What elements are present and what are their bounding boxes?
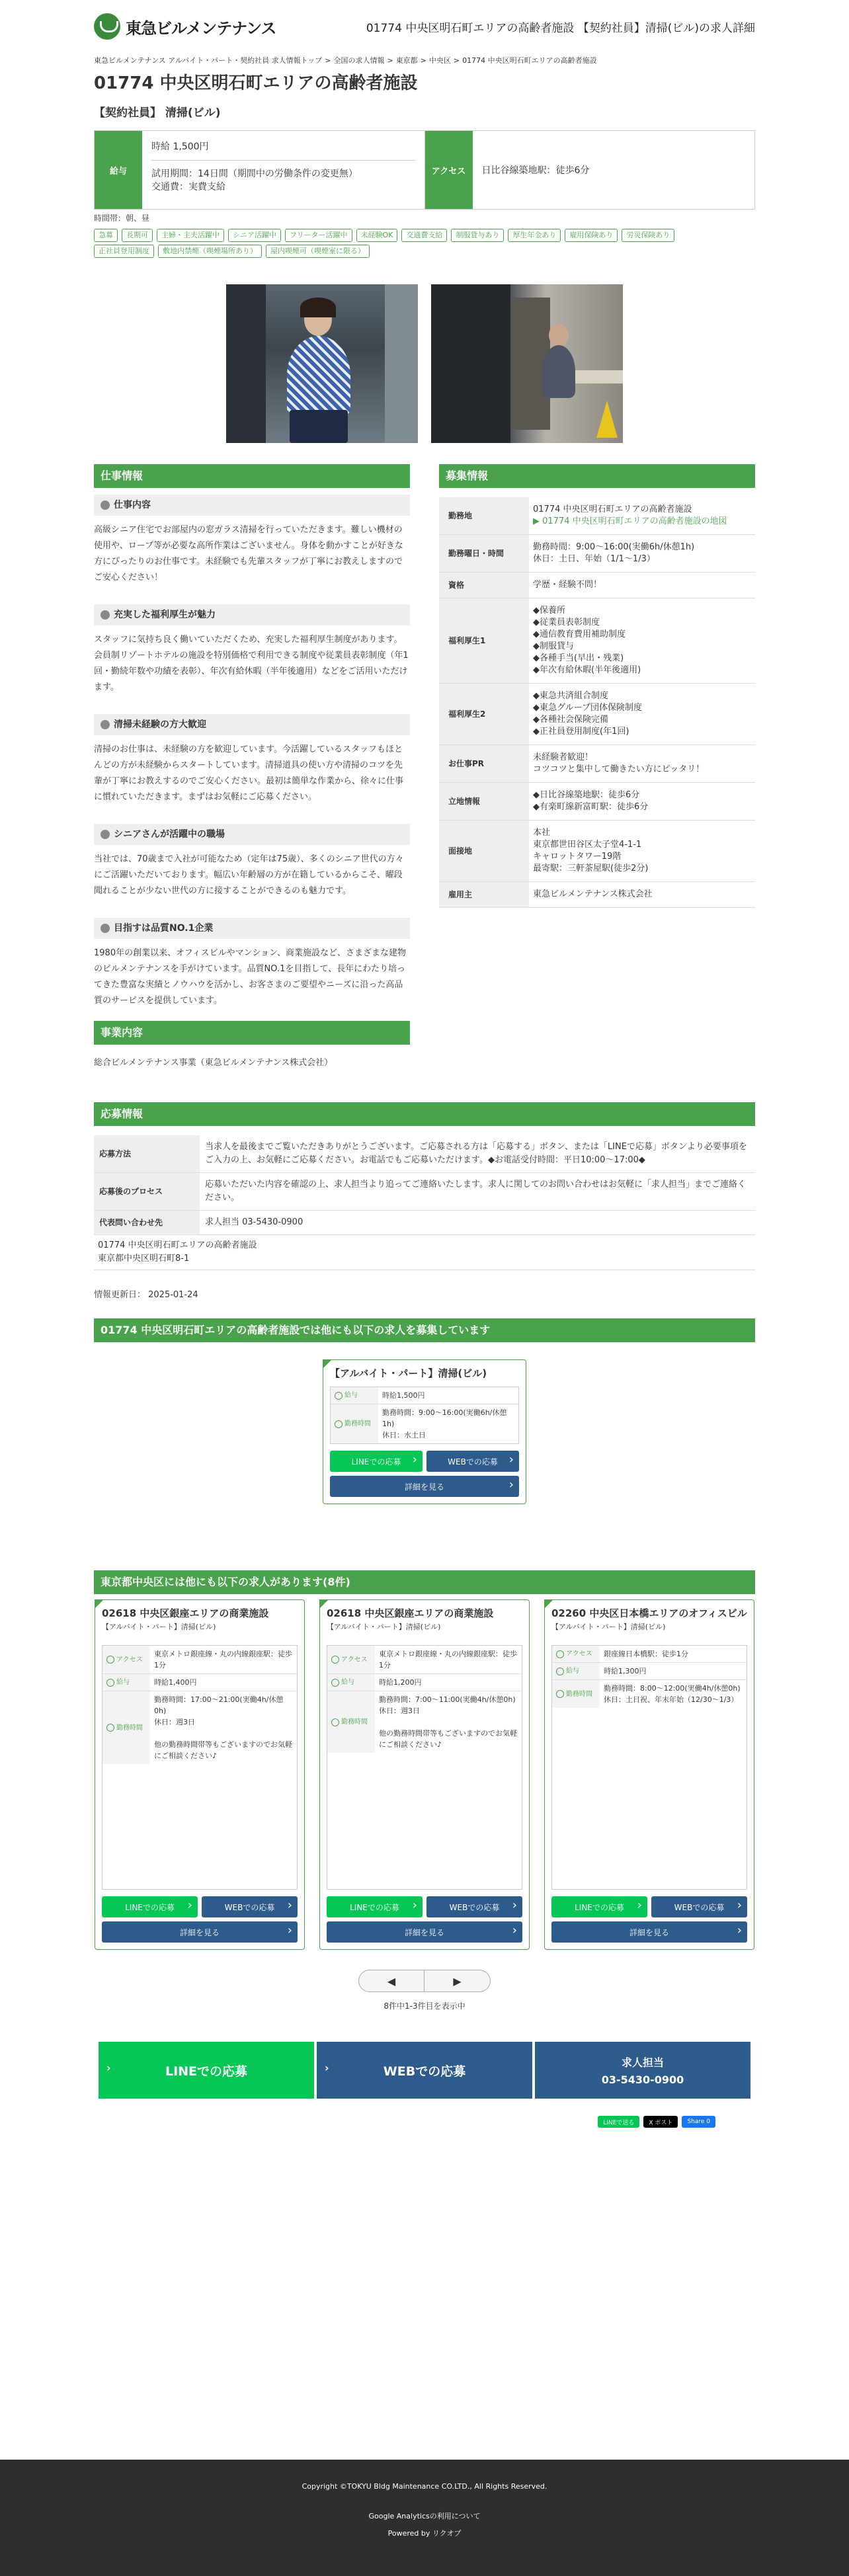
recruit-value: 東急ビルメンテナンス株式会社: [533, 889, 653, 899]
breadcrumb-current: 01774 中央区明石町エリアの高齢者施設: [462, 56, 597, 65]
beginners-text: 清掃のお仕事は、未経験の方を歓迎しています。今活躍しているスタッフもほとんどの方が未経験からスタートしています。清掃道具の使い方や清掃のコツを先輩が丁寧にお教えするのでご安心ください。最初は簡単な作業から、徐々に仕事に慣れていただきます。まずはお気軽にご応募ください。: [94, 745, 404, 802]
apply-heading: 応募情報: [94, 1102, 755, 1126]
area-job-card[interactable]: [95, 1599, 305, 1950]
pager: [94, 1970, 755, 1992]
apply-table: [94, 1135, 755, 1235]
powered-by: Powered by リクオプ: [387, 2529, 462, 2538]
recruit-value: 学歴・経験不問！: [533, 580, 602, 590]
recruit-value: ◆日比谷線築地駅：徒歩6分 ◆有楽町線新富町駅：徒歩6分: [533, 790, 649, 812]
detail-button[interactable]: 詳細を見る ›: [102, 1921, 298, 1943]
breadcrumb-chuo[interactable]: 中央区: [428, 56, 451, 65]
photo-staff-1: [226, 284, 418, 443]
page: [94, 0, 755, 2128]
area-card-title: 02260 中央区日本橋エリアのオフィスビル: [551, 1607, 747, 1619]
recruit-key: 勤務曜日・時間: [439, 535, 529, 573]
tag: 長期可: [122, 229, 153, 242]
seniors-heading: シニアさんが活躍中の職場: [94, 824, 410, 845]
breadcrumb-national[interactable]: 全国の求人情報: [333, 56, 385, 65]
train-icon: [556, 1650, 564, 1658]
job-card-pay: 時給1,500円: [382, 1391, 425, 1400]
detail-button[interactable]: 詳細を見る ›: [551, 1921, 747, 1943]
recruit-key: お仕事PR: [439, 745, 529, 783]
time-zone: 時間帯：朝、昼: [94, 214, 150, 223]
recruit-row: [439, 598, 755, 684]
recruit-value: 本社 東京都世田谷区太子堂4-1-1 キャロットタワー19階 最寄駅：三軒茶屋駅(徒歩2分): [533, 828, 649, 873]
tag: 交通費支給: [401, 229, 447, 242]
bullet-icon: [101, 610, 110, 620]
bullet-icon: [101, 830, 110, 839]
web-apply-button[interactable]: WEBでの応募 ›: [426, 1896, 522, 1917]
area-jobs-heading: 東京都中央区には他にも以下の求人があります(8件): [94, 1570, 755, 1594]
web-apply-button[interactable]: WEBでの応募 ›: [651, 1896, 747, 1917]
bullet-icon: [101, 501, 110, 510]
yen-icon: [335, 1392, 343, 1400]
seniors-text: 当社では、70歳まで入社が可能なため（定年は75歳）、多くのシニア世代の方々にご活躍いただいております。幅広い年齢層の方が在籍しているからこそ、曜段聞れることが少ない世代の方に接することができるのも魅力です。: [94, 854, 404, 896]
recruit-row: [439, 821, 755, 882]
area-card-pay: 時給1,300円: [604, 1667, 647, 1675]
line-apply-button[interactable]: LINEでの応募 ›: [551, 1896, 647, 1917]
quality-text: 1980年の創業以来、オフィスビルやマンション、商業施設など、さまざまな建物のビルメンテナンスを手がけています。品質NO.1を目指して、長年にわたり培ってきた豊富な実績とノウハウを活かし、お客さまのご要望やニーズに沿った高品質のサービスを提供しています。: [94, 948, 407, 1006]
recruit-row: [439, 745, 755, 783]
detail-button[interactable]: 詳細を見る ›: [327, 1921, 522, 1943]
recruit-value: 01774 中央区明石町エリアの高齢者施設: [533, 504, 692, 514]
tag: 主婦・主夫活躍中: [157, 229, 224, 242]
access-label: アクセス: [425, 131, 473, 209]
line-share-button[interactable]: LINEで送る: [598, 2116, 639, 2128]
apply-key: 代表問い合わせ先: [94, 1211, 200, 1235]
line-apply-button[interactable]: LINEでの応募 ›: [330, 1451, 423, 1472]
facebook-share-button[interactable]: Share 0: [682, 2116, 715, 2128]
recruit-key: 勤務地: [439, 497, 529, 535]
area-card-type: 【アルバイト・パート】清掃(ビル): [551, 1623, 666, 1631]
recruit-value: ◆東急共済組合制度 ◆東急グループ団体保険制度 ◆各種社会保険完備 ◆正社員登用制度(年1回): [533, 691, 642, 737]
area-job-card[interactable]: [544, 1599, 754, 1950]
pay-label: 給与: [95, 131, 142, 209]
train-icon: [106, 1656, 114, 1664]
area-card-title: 02618 中央区銀座エリアの商業施設: [102, 1607, 269, 1619]
apply-row: [94, 1135, 755, 1173]
area-card-access: 銀座線日本橋駅：徒歩1分: [604, 1650, 688, 1658]
area-card-time: 勤務時間：17:00〜21:00(実働4h/休憩0h) 休日：週3日 他の勤務時間帯等もございますのでお気軽にご相談ください♪: [154, 1695, 292, 1760]
tag: シニア活躍中: [228, 229, 281, 242]
tag: 制服貸与あり: [451, 229, 504, 242]
apply-row: [94, 1173, 755, 1211]
detail-button[interactable]: 詳細を見る ›: [330, 1476, 519, 1497]
recruit-table: [439, 497, 755, 908]
summary-table: [94, 130, 755, 210]
job-card-info: 給与 時給1,500円 勤務時間 勤務時間：9:00〜16:00(実働6h/休憩1h) 休日：水土日: [330, 1387, 519, 1444]
bullet-icon: [101, 924, 110, 933]
pager-count: 8件中1-3件目を表示中: [384, 2001, 465, 2011]
recruit-info-column: [439, 464, 755, 1068]
recruit-value: 未経験者歓迎！ コツコツと集中して働きたい方にピッタリ！: [533, 752, 705, 774]
web-apply-button[interactable]: WEBでの応募 ›: [426, 1451, 519, 1472]
pager-prev-button[interactable]: ◀: [358, 1970, 425, 1992]
yen-icon: [331, 1679, 339, 1687]
recruit-row: [439, 684, 755, 745]
tag: 屋内喫煙可（喫煙室に限る）: [266, 245, 370, 258]
recruit-key: 福利厚生1: [439, 598, 529, 684]
job-card[interactable]: [323, 1359, 526, 1504]
line-apply-button[interactable]: LINEでの応募 ›: [102, 1896, 198, 1917]
other-jobs-heading: 01774 中央区明石町エリアの高齢者施設では他にも以下の求人を募集しています: [94, 1318, 755, 1342]
clock-icon: [106, 1724, 114, 1732]
business-heading: 事業内容: [94, 1021, 410, 1045]
apply-address: [94, 1235, 755, 1270]
area-card-type: 【アルバイト・パート】清掃(ビル): [102, 1623, 216, 1631]
area-card-time: 勤務時間：7:00〜11:00(実働4h/休憩0h) 休日：週3日 他の勤務時間帯等もございますのでお気軽にご相談ください♪: [379, 1695, 517, 1749]
apply-row: [94, 1211, 755, 1235]
yen-icon: [106, 1679, 114, 1687]
business-text: 総合ビルメンテナンス事業（東急ビルメンテナンス株式会社）: [94, 1058, 333, 1068]
job-info-column: [94, 464, 410, 1068]
apply-value: 求人担当 03-5430-0900: [200, 1211, 755, 1235]
site-header: [94, 0, 755, 53]
site-footer: [0, 2460, 849, 2576]
tag: 正社員登用制度: [94, 245, 154, 258]
photo-staff-2: [431, 284, 623, 443]
recruit-row: [439, 535, 755, 573]
yen-icon: [556, 1668, 564, 1675]
recruit-row: [439, 783, 755, 821]
updated-date: 情報更新日： 2025-01-24: [94, 1290, 198, 1300]
address-name: 01774 中央区明石町エリアの高齢者施設: [98, 1240, 257, 1250]
apply-key: 応募後のプロセス: [94, 1173, 200, 1211]
recruit-info-heading: 募集情報: [439, 464, 755, 488]
bottom-tel-button[interactable]: 求人担当 03-5430-0900: [535, 2042, 750, 2099]
analytics-link[interactable]: Google Analyticsの利用について: [368, 2512, 481, 2520]
tag: 未経験OK: [356, 229, 398, 242]
bullet-icon: [101, 720, 110, 729]
web-apply-button[interactable]: WEBでの応募 ›: [202, 1896, 298, 1917]
area-card-info: アクセス 東京メトロ銀座線・丸の内線銀座駅：徒歩1分 給与 時給1,400円 勤務時間 勤務時間：17:00〜21:00(実働4h/休憩0h) 休日：週3日 他の勤務時間帯等もございますのでお気軽にご相談ください♪: [102, 1645, 298, 1890]
logo[interactable]: [94, 13, 276, 40]
copyright: Copyright ©TOKYU Bldg Maintenance CO.LTD., All Rights Reserved.: [302, 2482, 547, 2491]
apply-key: 応募方法: [94, 1135, 200, 1173]
recruit-key: 福利厚生2: [439, 684, 529, 745]
tag: 急募: [94, 229, 118, 242]
recruit-value: 勤務時間：9:00〜16:00(実働6h/休憩1h) 休日：土日、年始（1/1〜1/3）: [533, 542, 695, 564]
tag: 雇用保険あり: [565, 229, 618, 242]
page-title: 01774 中央区明石町エリアの高齢者施設: [94, 73, 418, 93]
breadcrumb: 東急ビルメンテナンス アルバイト・パート・契約社員 求人情報トップ > 全国の求人情報 > 東京都 > 中央区 > 01774 中央区明石町エリアの高齢者施設: [94, 56, 597, 65]
beginners-heading: 清掃未経験の方大歓迎: [94, 714, 410, 735]
benefits-heading: 充実した福利厚生が魅力: [94, 604, 410, 625]
line-apply-button[interactable]: LINEでの応募 ›: [327, 1896, 423, 1917]
bottom-apply-buttons: [94, 2042, 755, 2099]
bottom-web-apply-button[interactable]: › WEBでの応募: [317, 2042, 532, 2099]
recruit-key: 資格: [439, 573, 529, 598]
area-card-info: アクセス 銀座線日本橋駅：徒歩1分 給与 時給1,300円 勤務時間 勤務時間：8:00〜12:00(実働4h/休憩0h) 休日：土日祝、年末年始（12/30〜1/3）: [551, 1645, 747, 1890]
header-title: 01774 中央区明石町エリアの高齢者施設 【契約社員】清掃(ビル)の求人詳細: [366, 21, 755, 35]
photo-gallery: [94, 284, 755, 443]
recruit-row: [439, 573, 755, 598]
map-link[interactable]: ▶ 01774 中央区明石町エリアの高齢者施設の地図: [533, 516, 727, 526]
trial-period: 試用期間：14日間（期間中の労働条件の変更無）: [151, 169, 358, 179]
area-job-cards: [94, 1599, 755, 1950]
tag-list: [94, 229, 729, 258]
job-card-title: 【アルバイト・パート】清掃(ビル): [330, 1367, 487, 1379]
pay-cell: [142, 131, 425, 209]
area-card-title: 02618 中央区銀座エリアの商業施設: [327, 1607, 494, 1619]
recruit-row: [439, 497, 755, 535]
job-subtitle: 【契約社員】 清掃(ビル): [94, 106, 221, 120]
area-card-access: 東京メトロ銀座線・丸の内線銀座駅：徒歩1分: [154, 1650, 292, 1670]
detail-columns: [94, 464, 755, 1068]
recruit-key: 面接地: [439, 821, 529, 882]
area-card-type: 【アルバイト・パート】清掃(ビル): [327, 1623, 441, 1631]
pager-next-button[interactable]: ▶: [425, 1970, 491, 1992]
apply-value: 当求人を最後までご覧いただきありがとうございます。ご応募される方は「応募する」ボタン、または「LINEで応募」ボタンより必要事項をご入力の上、お気軽にご応募ください。お電話でもご応募いただけます。◆お電話受付時間：平日10:00〜17:00◆: [200, 1135, 755, 1173]
area-card-info: アクセス 東京メトロ銀座線・丸の内線銀座駅：徒歩1分 給与 時給1,200円 勤務時間 勤務時間：7:00〜11:00(実働4h/休憩0h) 休日：週3日 他の勤務時間帯等もございますのでお気軽にご相談ください♪: [327, 1645, 522, 1890]
tag: 敷地内禁煙（喫煙場所あり）: [158, 245, 262, 258]
area-card-time: 勤務時間：8:00〜12:00(実働4h/休憩0h) 休日：土日祝、年末年始（12/30〜1/3）: [604, 1684, 741, 1704]
clock-icon: [331, 1718, 339, 1726]
access-value: 日比谷線築地駅：徒歩6分: [481, 165, 590, 176]
logo-mark-icon: [94, 13, 120, 40]
tag: 労災保険あり: [622, 229, 674, 242]
area-job-card[interactable]: [319, 1599, 530, 1950]
clock-icon: [556, 1690, 564, 1698]
area-card-access: 東京メトロ銀座線・丸の内線銀座駅：徒歩1分: [379, 1650, 517, 1670]
pay-value: 時給 1,500円: [151, 141, 209, 152]
transport: 交通費：実費支給: [151, 182, 225, 192]
recruit-key: 雇用主: [439, 882, 529, 908]
quality-heading: 目指すは品質NO.1企業: [94, 918, 410, 939]
job-info-heading: 仕事情報: [94, 464, 410, 488]
job-card-time: 勤務時間：9:00〜16:00(実働6h/休憩1h) 休日：水土日: [382, 1408, 507, 1439]
recruit-value: ◆保養所 ◆従業員表彰制度 ◆通信教育費用補助制度 ◆制服貸与 ◆各種手当(早出・残業) ◆年次有給休暇(半年後適用): [533, 606, 641, 675]
recruit-row: [439, 882, 755, 908]
breadcrumb-top[interactable]: 東急ビルメンテナンス アルバイト・パート・契約社員 求人情報トップ: [94, 56, 323, 65]
clock-icon: [335, 1420, 343, 1428]
tag: 厚生年金あり: [508, 229, 561, 242]
area-card-pay: 時給1,200円: [379, 1678, 422, 1687]
job-content-heading: 仕事内容: [94, 495, 410, 516]
apply-value: 応募いただいた内容を確認の上、求人担当より追ってご連絡いたします。求人に関してのお問い合わせはお気軽に「求人担当」までご連絡ください。: [200, 1173, 755, 1211]
tag: フリーター活躍中: [285, 229, 352, 242]
benefits-text: スタッフに気持ち良く働いていただくため、充実した福利厚生制度があります。会員制リゾートホテルの施設を特別価格で利用できる制度や従業員表彰制度（年1回・勤続年数や功績を表彰）、年次有給休暇（半年後適用）などをご活用いただけます。: [94, 635, 409, 692]
train-icon: [331, 1656, 339, 1664]
job-content-text: 高級シニア住宅でお部屋内の窓ガラス清掃を行っていただきます。難しい機材の使用や、ロープ等が必要な高所作業はございません。身体を動かすことが好きな方にぴったりのお仕事です。未経験でも先輩スタッフが丁寧にお教えしますのでご安心ください！: [94, 525, 403, 583]
share-buttons: [94, 2116, 755, 2128]
x-post-button[interactable]: X ポスト: [643, 2116, 678, 2128]
breadcrumb-tokyo[interactable]: 東京都: [395, 56, 418, 65]
area-card-pay: 時給1,400円: [154, 1678, 197, 1687]
logo-text: 東急ビルメンテナンス: [126, 18, 276, 38]
bottom-line-apply-button[interactable]: › LINEでの応募: [99, 2042, 314, 2099]
recruit-key: 立地情報: [439, 783, 529, 821]
address-street: 東京都中央区明石町8-1: [98, 1254, 190, 1264]
